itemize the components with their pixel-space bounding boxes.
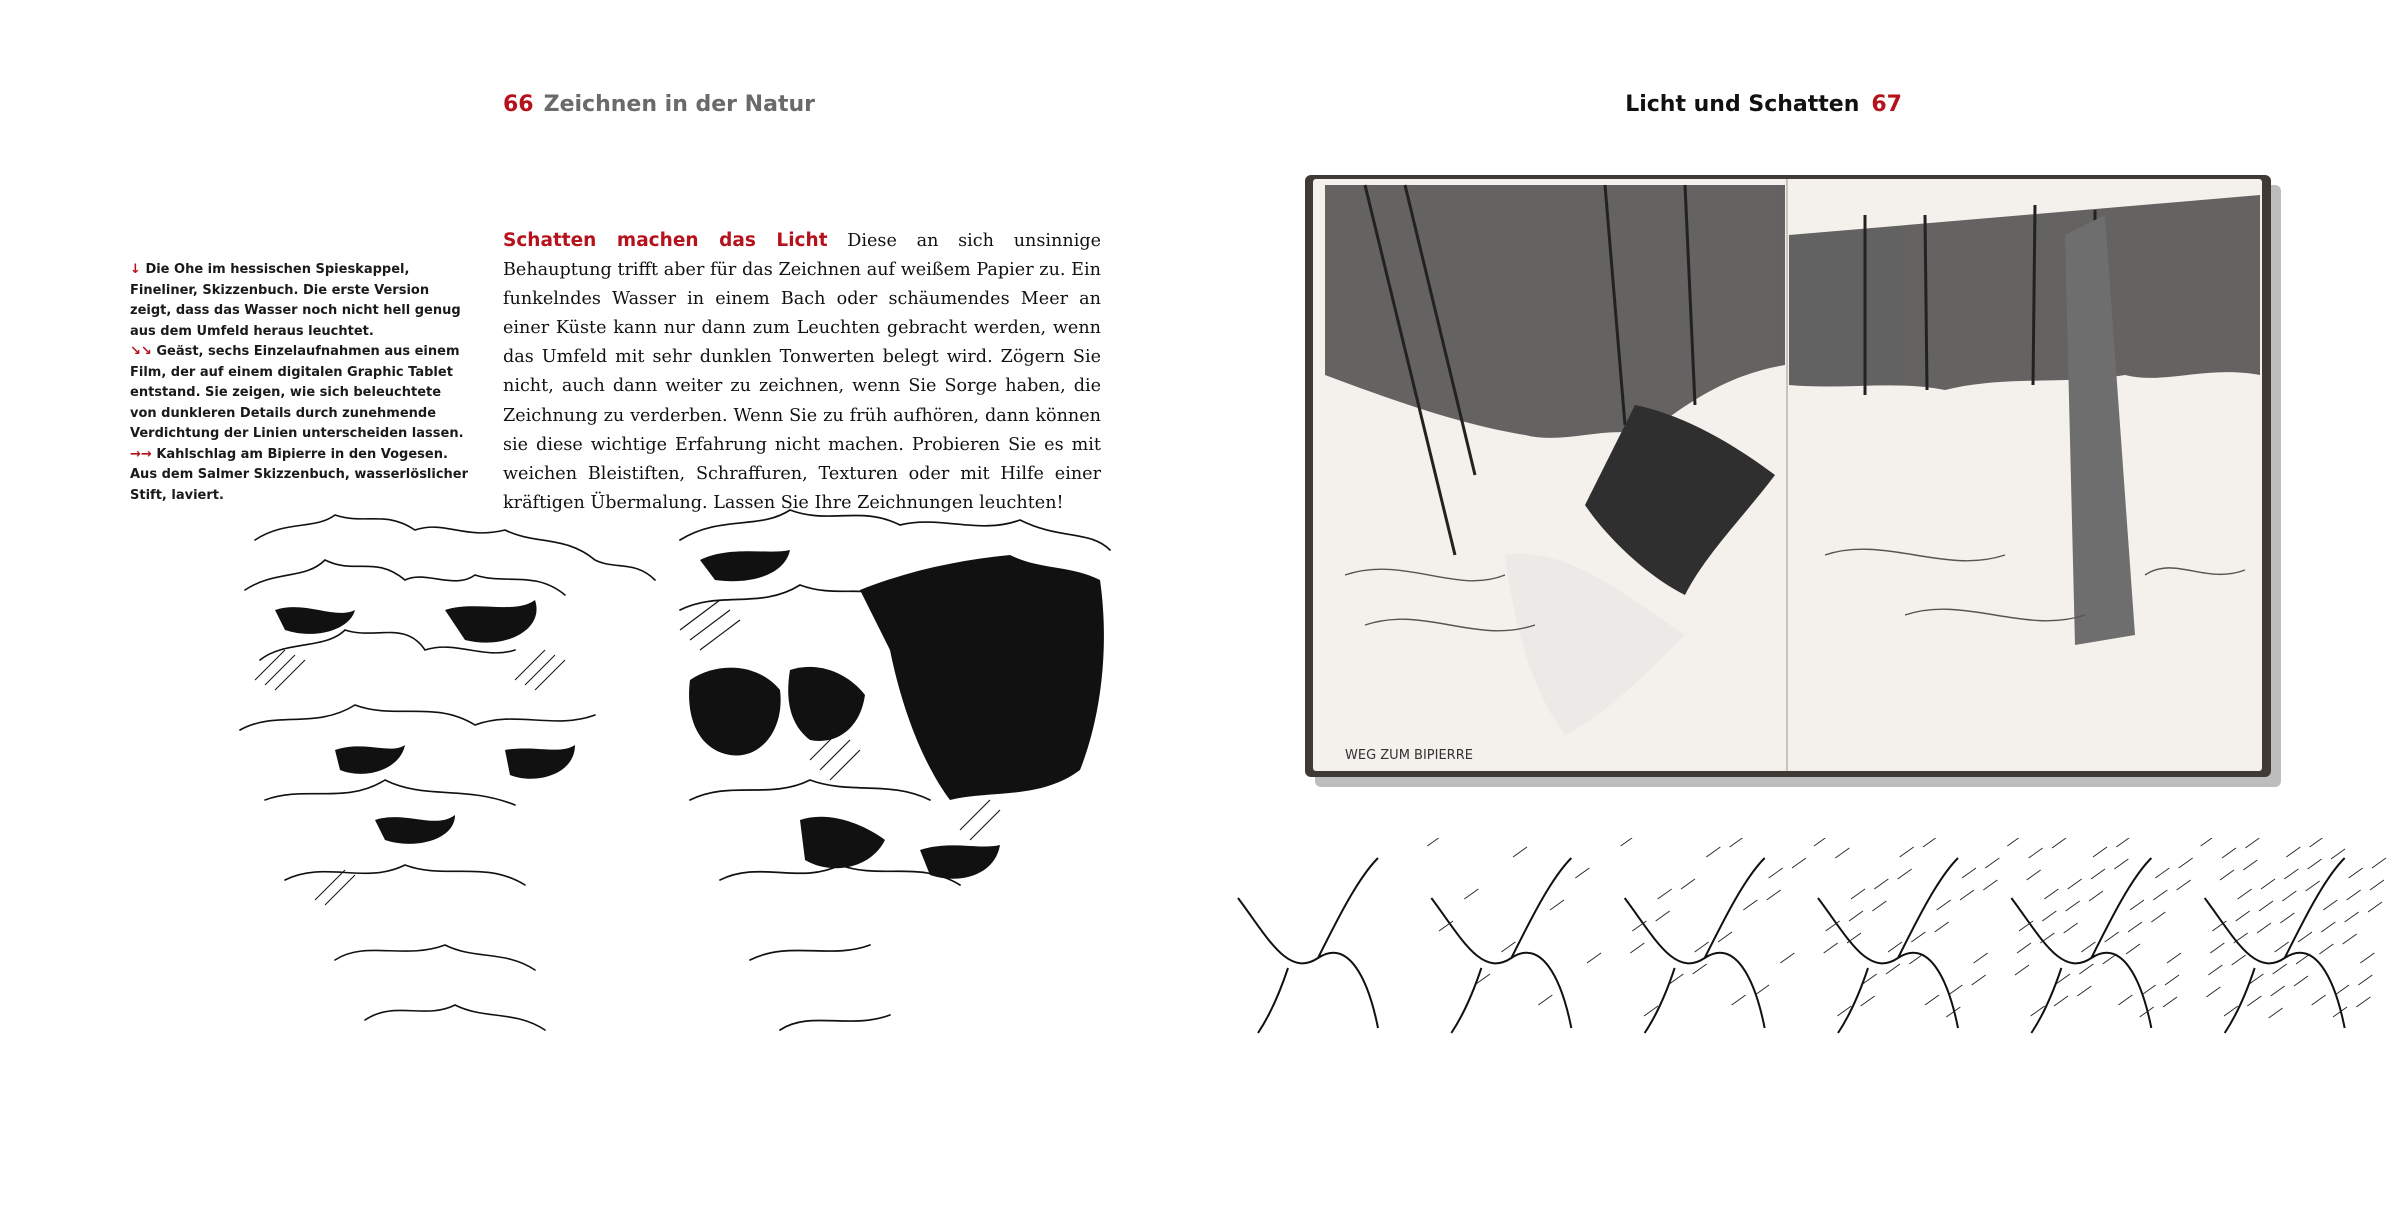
article-lead: Schatten machen das Licht xyxy=(503,230,828,251)
caption-arrow-right-icon: →→ xyxy=(130,446,152,462)
caption-arrow-diagonal-icon: ↘↘ xyxy=(130,344,152,359)
right-page-title: Licht und Schatten xyxy=(1625,92,1860,117)
article-paragraph xyxy=(503,226,1101,518)
notebook-inscription: WEG ZUM BIPIERRE xyxy=(1345,748,1473,763)
stream-sketch-light xyxy=(215,500,665,1060)
left-page-title: Zeichnen in der Natur xyxy=(543,92,815,117)
branch-frame-4 xyxy=(1814,838,1999,1033)
branch-frame-2 xyxy=(1427,838,1601,1033)
left-page-header xyxy=(503,92,815,117)
article-body: Diese an sich unsinnige Behauptung trifft aber für das Zeichnen auf weißem Papier zu. Ein funkelndes Wasser in einem Bach oder schäumendes Meer an einer Küste kann nur dann zum Leuchten gebracht werden, wenn das Umfeld mit sehr dunklen Tonwerten belegt wird. Zögern Sie nicht, auch dann weiter zu zeichnen, wenn Sie Sorge haben, die Zeichnung zu verderben. Wenn Sie zu früh aufhören, dann können sie diese wichtige Erfahrung nicht machen. Probieren Sie es mit weichen Bleistiften, Schraffuren, Texturen oder mit Hilfe einer kräftigen Übermalung. Lassen Sie Ihre Zeichnungen leuchten! xyxy=(503,231,1101,513)
right-page-number: 67 xyxy=(1871,92,1902,117)
caption-branch-frames: ↘↘ Geäst, sechs Einzelaufnahmen aus einem Film, der auf einem digitalen Graphic Tablet entstand. Sie zeigen, wie sich beleuchtete von dunkleren Details durch zunehmende Verdichtung der Linien unterscheiden lassen. xyxy=(130,344,464,441)
caption-rock-sketches: ↓ Die Ohe im hessischen Spieskappel, Fineliner, Skizzenbuch. Die erste Version zeigt, dass das Wasser noch nicht hell genug aus dem Umfeld heraus leuchtet. xyxy=(130,262,461,339)
branch-frame-5 xyxy=(2007,838,2192,1033)
caption-arrow-down-icon: ↓ xyxy=(130,262,141,277)
branch-frame-6 xyxy=(2201,838,2386,1033)
figure-captions xyxy=(130,260,470,506)
stream-sketch-dark xyxy=(660,500,1120,1060)
branch-frame-3 xyxy=(1621,838,1806,1033)
left-page-number: 66 xyxy=(503,92,534,117)
caption-notebook-sketch: →→ Kahlschlag am Bipierre in den Vogesen. Aus dem Salmer Skizzenbuch, wasserlöslicher Stift, laviert. xyxy=(130,446,469,503)
right-page-header xyxy=(1625,92,1902,117)
branch-sketch-sequence xyxy=(1228,838,2388,1038)
notebook-sketch-bipierre xyxy=(1305,175,2281,787)
branch-frame-1 xyxy=(1238,858,1378,1033)
